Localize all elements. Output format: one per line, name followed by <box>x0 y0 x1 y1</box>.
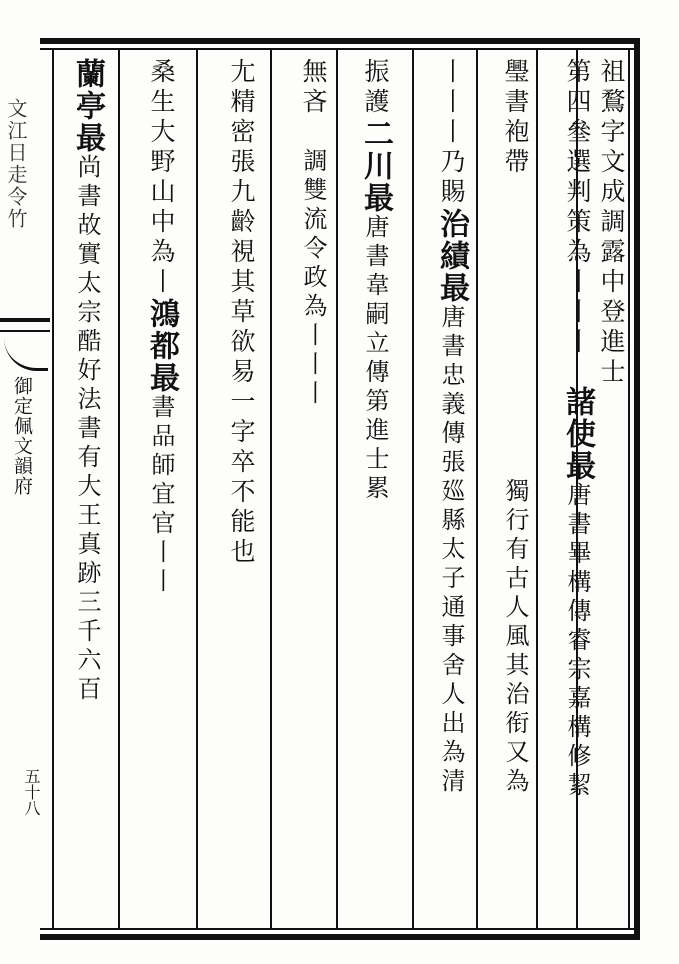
text-column-8 <box>136 58 186 924</box>
entry-note: 書品師宜官丨丨 <box>147 394 175 597</box>
column-text: 振護 <box>361 58 390 118</box>
column-text-group <box>62 58 112 705</box>
column-text-group <box>288 58 338 409</box>
text-column-3 <box>490 58 540 924</box>
page-gutter <box>0 38 54 940</box>
column-text: 無吝 <box>299 58 328 118</box>
gutter-top-text: 文江日走令竹 <box>4 98 28 230</box>
column-text: 祖鶩字文成調露中登進士 <box>597 58 626 388</box>
entry-heading: 諸使最 <box>560 386 595 482</box>
frame-bottom-inner-rule <box>40 928 640 930</box>
frame-bottom-rule <box>40 934 640 940</box>
page-number: 五十八 <box>22 768 41 816</box>
entry-heading: 蘭亭最 <box>70 58 105 154</box>
text-column-9 <box>62 58 112 924</box>
column-text: 桑生大野山中為丨 <box>147 58 176 298</box>
column-rule <box>412 50 414 928</box>
column-text: 第四叄選判策為丨丨丨 <box>563 58 592 358</box>
entry-note: 唐書韋嗣立傳第進士累 <box>361 214 389 504</box>
text-column-4 <box>426 58 476 924</box>
column-text: 尢精密張九齡視其草欲易一字卒不能也 <box>227 58 256 568</box>
column-text-group <box>426 58 476 797</box>
entry-note: 獨行有古人風其治衔又為 <box>501 478 529 797</box>
text-column-7 <box>216 58 266 924</box>
text-column-2 <box>552 58 602 924</box>
column-text-group <box>350 58 400 504</box>
column-text-group <box>136 58 186 597</box>
entry-note: 調雙流令政為丨丨丨 <box>299 148 327 409</box>
column-rule <box>118 50 120 928</box>
entry-note: 尚書故實太宗酷好法書有大王真跡三千六百 <box>73 154 101 705</box>
column-rule <box>476 50 478 928</box>
column-text: 璺書袍帶 <box>501 58 530 178</box>
column-text-group <box>216 58 266 568</box>
entry-heading: 治績最 <box>434 208 469 304</box>
entry-note: 唐書忠義傳張廵縣太子通事舍人出為清 <box>437 304 465 797</box>
gutter-fishtail-rule <box>0 318 50 322</box>
text-column-5 <box>350 58 400 924</box>
column-text: 丨丨丨乃賜 <box>437 58 466 208</box>
gutter-fishtail-rule-thin <box>0 330 50 332</box>
column-rule <box>196 50 198 928</box>
column-rule <box>270 50 272 928</box>
entry-note: 唐書畢構傳睿宗嘉構修絜 <box>563 482 591 801</box>
frame-top-inner-rule <box>40 48 640 50</box>
entry-heading: 二川最 <box>358 118 393 214</box>
frame-top-rule <box>40 38 640 44</box>
entry-heading: 鴻都最 <box>144 298 179 394</box>
column-text-group <box>490 58 540 797</box>
gutter-fishtail-curve <box>4 338 48 371</box>
text-column-6 <box>288 58 338 924</box>
book-title: 御定佩文韻府 <box>11 376 33 496</box>
column-text-group <box>552 58 602 801</box>
